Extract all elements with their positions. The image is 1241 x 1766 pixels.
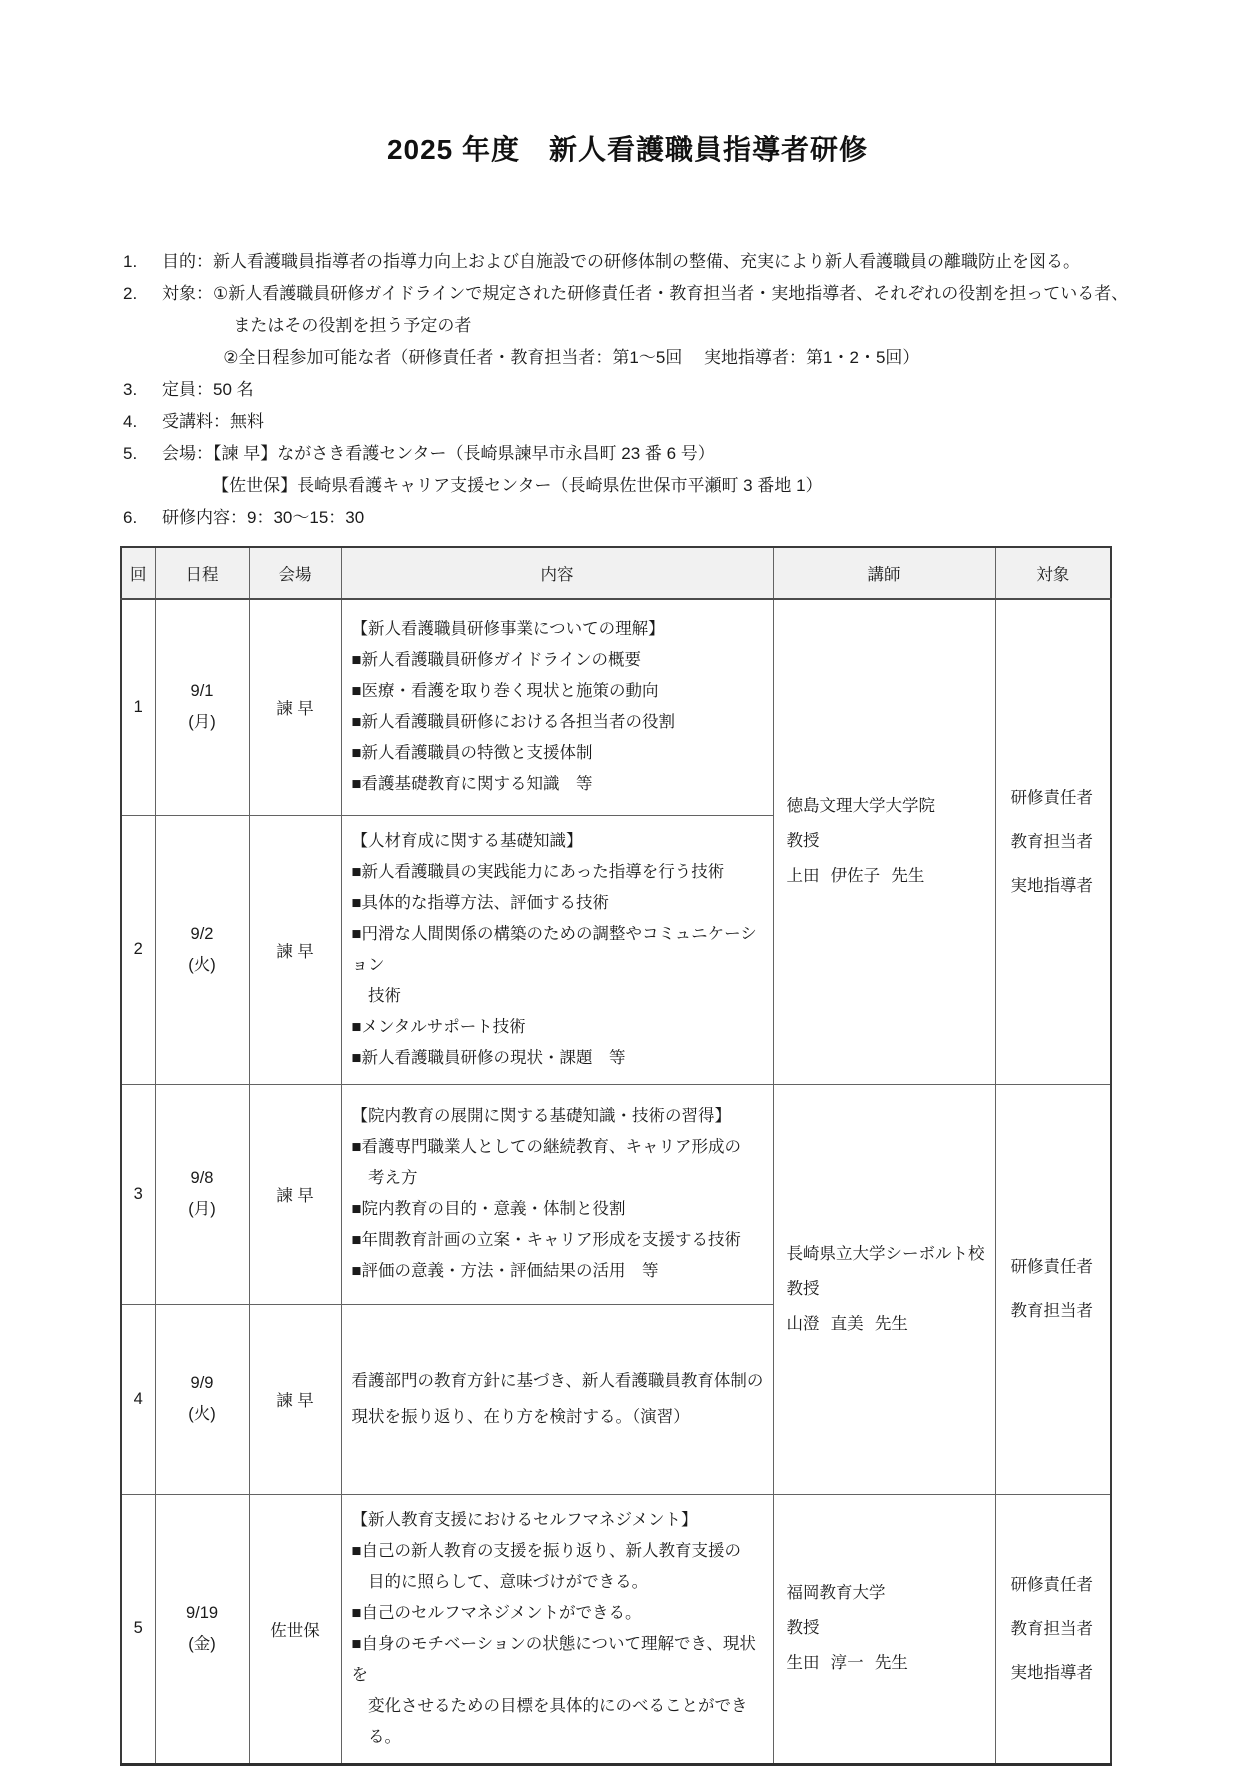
info-item-purpose [120,246,1135,278]
table-row-5 [121,1494,1111,1764]
session-number: 3 [121,1084,155,1304]
lecturer-org: 長崎県立大学シーボルト校 [786,1244,985,1263]
content-bullet: ■看護基礎教育に関する知識 等 [351,775,593,794]
date-weekday: (金) [188,1634,216,1653]
content-bullet: ■新人看護職員研修における各担当者の役割 [351,713,675,732]
session-date [155,599,249,815]
target-item: 実地指導者 [1010,1663,1093,1682]
content-heading: 【人材育成に関する基礎知識】 [351,831,583,850]
lecturer-title: 教授 [786,1619,820,1637]
content-heading: 【新人教育支援におけるセルフマネジメント】 [351,1510,698,1529]
info-line: 対象：①新人看護職員研修ガイドラインで規定された研修責任者・教育担当者・実地指導者、それぞれの役割を担っている者、 [162,284,1129,303]
lecturer-name: 上田 伊佐子 先生 [786,867,925,886]
target-item: 研修責任者 [1010,1258,1093,1276]
target-cell [995,1494,1111,1764]
date-weekday: (月) [188,1200,216,1218]
content-bullet: ■新人看護職員の特徴と支援体制 [351,744,593,763]
date-value: 9/1 [190,682,214,701]
lecturer-cell [773,1494,995,1764]
session-content [341,1084,773,1304]
session-date [155,1084,249,1304]
date-weekday: (火) [188,1405,216,1423]
info-item-number: 1. [123,252,138,271]
col-header-lecturer: 講師 [773,547,995,599]
col-header-venue: 会場 [249,547,341,599]
info-item-schedule [120,502,1135,534]
session-number: 4 [121,1304,155,1494]
content-bullet: ■新人看護職員研修ガイドラインの概要 [351,651,641,670]
target-item: 教育担当者 [1010,1619,1093,1638]
page-title: 2025 年度 新人看護職員指導者研修 [386,134,869,165]
session-venue: 諫 早 [249,1304,341,1494]
target-item: 教育担当者 [1010,1302,1093,1320]
content-bullet: ■年間教育計画の立案・キャリア形成を支援する技術 [351,1231,741,1249]
info-item-target [120,278,1135,374]
session-venue: 諫 早 [249,599,341,815]
table-header-row [121,547,1111,599]
content-line: 現状を振り返り、在り方を検討する。（演習） [351,1408,690,1426]
content-bullet-continuation: 変化させるための目標を具体的にのべることができる。 [368,1696,748,1746]
content-heading: 【院内教育の展開に関する基礎知識・技術の習得】 [351,1107,731,1125]
lecturer-name: 生田 淳一 先生 [786,1654,908,1672]
target-item: 研修責任者 [1010,788,1093,807]
content-heading: 【新人看護職員研修事業についての理解】 [351,620,665,639]
info-line: またはその役割を担う予定の者 [233,316,472,335]
content-bullet-continuation: 考え方 [368,1169,418,1187]
content-bullet: ■自己の新人教育の支援を振り返り、新人教育支援の [351,1541,741,1560]
info-item-number: 6. [123,508,138,527]
target-cell [995,599,1111,1084]
content-bullet: ■評価の意義・方法・評価結果の活用 等 [351,1262,659,1280]
session-venue: 諫 早 [249,1084,341,1304]
target-item: 実地指導者 [1010,876,1093,895]
col-header-content: 内容 [341,547,773,599]
col-header-no: 回 [121,547,155,599]
session-venue: 諫 早 [249,815,341,1084]
info-item-number: 4. [123,412,138,431]
content-bullet: ■具体的な指導方法、評価する技術 [351,893,609,912]
session-number: 1 [121,599,155,815]
lecturer-name: 山澄 直美 先生 [786,1314,908,1333]
lecturer-cell [773,1084,995,1494]
table-row-3 [121,1084,1111,1304]
info-item-fee [120,406,1135,438]
target-item: 研修責任者 [1010,1575,1093,1594]
info-item-capacity [120,374,1135,406]
lecturer-org: 福岡教育大学 [786,1584,886,1602]
session-date [155,1304,249,1494]
lecturer-title: 教授 [786,1279,820,1298]
content-bullet: ■看護専門職業人としての継続教育、キャリア形成の [351,1138,741,1156]
info-item-number: 5. [123,444,138,463]
session-content [341,1494,773,1764]
content-bullet-continuation: 技術 [368,986,401,1005]
date-value: 9/2 [190,924,214,943]
schedule-table [120,546,1112,1766]
target-item: 教育担当者 [1010,832,1093,851]
lecturer-cell [773,599,995,1084]
info-line: 定員：50 名 [162,380,254,399]
info-line: 【佐世保】長崎県看護キャリア支援センター（長崎県佐世保市平瀬町 3 番地 1） [212,476,823,495]
info-line: ②全日程参加可能な者（研修責任者・教育担当者：第1～5回 実地指導者：第1・2・5回） [223,348,920,367]
info-item-number: 3. [123,380,138,399]
content-bullet-continuation: 目的に照らして、意味づけができる。 [368,1572,649,1591]
session-content [341,599,773,815]
session-number: 2 [121,815,155,1084]
date-value: 9/9 [190,1374,214,1392]
content-bullet: ■院内教育の目的・意義・体制と役割 [351,1200,626,1218]
info-line: 目的：新人看護職員指導者の指導力向上および自施設での研修体制の整備、充実により新人看護職員の離職防止を図る。 [162,252,1080,271]
date-weekday: (火) [188,955,216,974]
content-bullet: ■新人看護職員研修の現状・課題 等 [351,1048,626,1067]
info-item-venue [120,438,1135,502]
info-line: 会場：【諫 早】ながさき看護センター（長崎県諫早市永昌町 23 番 6 号） [162,444,715,463]
lecturer-title: 教授 [786,832,820,851]
content-bullet: ■新人看護職員の実践能力にあった指導を行う技術 [351,862,725,881]
date-weekday: (月) [188,713,216,732]
info-line: 受講料：無料 [162,412,264,431]
content-bullet: ■自身のモチベーションの状態について理解でき、現状を [351,1634,756,1684]
content-bullet: ■医療・看護を取り巻く現状と施策の動向 [351,682,659,701]
lecturer-org: 徳島文理大学大学院 [786,797,935,816]
session-date [155,815,249,1084]
info-item-number: 2. [123,284,138,303]
date-value: 9/19 [185,1603,219,1622]
session-content [341,1304,773,1494]
info-line: 研修内容：9：30～15：30 [162,508,365,527]
session-number: 5 [121,1494,155,1764]
content-bullet: ■自己のセルフマネジメントができる。 [351,1603,642,1622]
date-value: 9/8 [190,1169,214,1187]
col-header-target: 対象 [995,547,1111,599]
session-date [155,1494,249,1764]
info-list [120,246,1135,534]
session-venue: 佐世保 [249,1494,341,1764]
content-line: 看護部門の教育方針に基づき、新人看護職員教育体制の [351,1372,764,1390]
target-cell [995,1084,1111,1494]
content-bullet: ■メンタルサポート技術 [351,1017,526,1036]
session-content [341,815,773,1084]
content-bullet: ■円滑な人間関係の構築のための調整やコミュニケーション [351,924,757,974]
col-header-date: 日程 [155,547,249,599]
table-row-1 [121,599,1111,815]
